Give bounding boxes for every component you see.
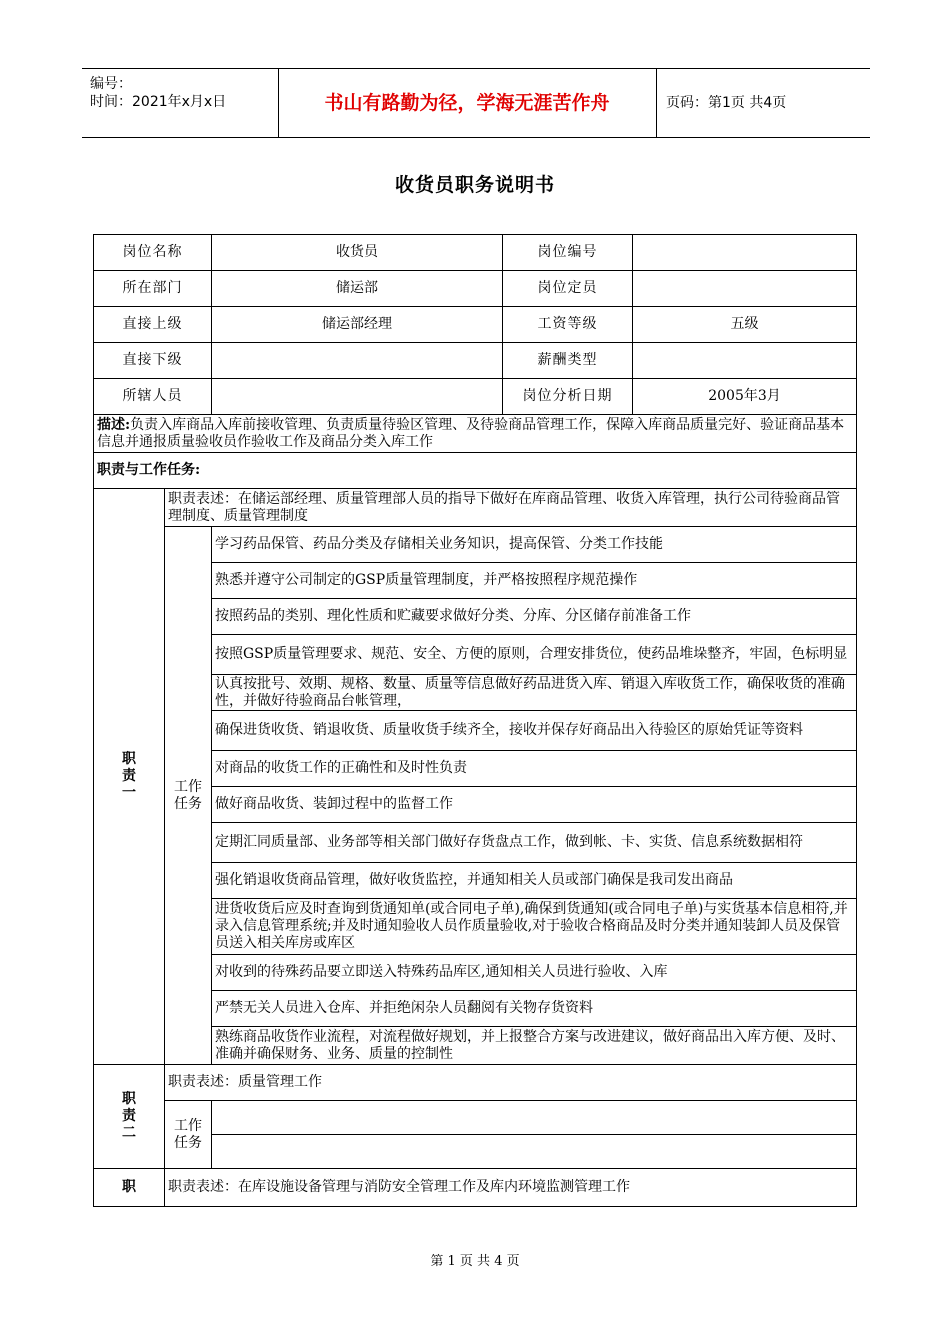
duty1-task-2: 熟悉并遵守公司制定的GSP质量管理制度，并严格按照程序规范操作: [212, 563, 857, 599]
duty2-task-2: [212, 1135, 857, 1169]
description-text: 负责入库商品入库前接收管理、负责质量待验区管理、及待验商品管理工作，保障入库商品质量完好、验证商品基本信息并通报质量验收员作验收工作及商品分类入库工作: [97, 416, 845, 450]
analysis-date-value: 2005年3月: [633, 379, 857, 415]
post-name-label: 岗位名称: [94, 235, 212, 271]
staff-label: 所辖人员: [94, 379, 212, 415]
grade-value: 五级: [633, 307, 857, 343]
duty1-task-label: [165, 527, 212, 1065]
duty1-label-text: 职 责 一: [122, 751, 136, 801]
analysis-date-label: 岗位分析日期: [503, 379, 633, 415]
duty1-task-12: 对收到的待殊药品要立即送入特殊药品库区,通知相关人员进行验收、入库: [212, 955, 857, 991]
dept-value: 储运部: [212, 271, 503, 307]
quota-value: [633, 271, 857, 307]
duty1-task-5: 认真按批号、效期、规格、数量、质量等信息做好药品进货入库、销退入库收货工作，确保收货的准确性，并做好待验商品台帐管理，: [212, 675, 857, 711]
post-no-label: 岗位编号: [503, 235, 633, 271]
duty3-label: 职: [94, 1169, 165, 1207]
motto: 书山有路勤为径，学海无涯苦作舟: [278, 69, 657, 137]
post-name-value: 收货员: [212, 235, 503, 271]
staff-value: [212, 379, 503, 415]
superior-value: 储运部经理: [212, 307, 503, 343]
duty1-task-label-text: 工作 任务: [174, 778, 202, 812]
duty2-task-label-text: 工作 任务: [174, 1117, 202, 1151]
number-label: 编号：: [90, 76, 132, 92]
job-description-table: [93, 234, 857, 1207]
duty1-task-4: 按照GSP质量管理要求、规范、安全、方便的原则，合理安排货位，使药品堆垛整齐，牢固，色标明显: [212, 635, 857, 675]
salary-type-label: 薪酬类型: [503, 343, 633, 379]
subordinate-label: 直接下级: [94, 343, 212, 379]
description-cell: [94, 415, 857, 453]
page-info: 页码：第1页 共4页: [666, 95, 787, 111]
post-no-value: [633, 235, 857, 271]
duties-heading: 职责与工作任务:: [94, 453, 857, 489]
superior-label: 直接上级: [94, 307, 212, 343]
duty1-task-3: 按照药品的类别、理化性质和贮藏要求做好分类、分库、分区储存前准备工作: [212, 599, 857, 635]
salary-type-value: [633, 343, 857, 379]
description-label: 描述:: [97, 416, 131, 433]
header-meta: [82, 69, 279, 137]
dept-label: 所在部门: [94, 271, 212, 307]
duty2-statement: 职责表述：质量管理工作: [165, 1065, 857, 1101]
duty2-label: [94, 1065, 165, 1169]
date-label: 时间：2021年x月x日: [90, 94, 227, 110]
duty1-task-13: 严禁无关人员进入仓库、并拒绝闲杂人员翻阅有关物存货资料: [212, 991, 857, 1027]
grade-label: 工资等级: [503, 307, 633, 343]
duty1-task-11: 进货收货后应及时查询到货通知单(或合同电子单),确保到货通知(或合同电子单)与实货基本信息相符,并录入信息管理系统;并及时通知验收人员作质量验收,对于验收合格商品及时分类并通知装卸人员及保管员送入相关库房或库区: [212, 899, 857, 955]
quota-label: 岗位定员: [503, 271, 633, 307]
duty2-task-label: [165, 1101, 212, 1169]
duty1-statement: 职责表述：在储运部经理、质量管理部人员的指导下做好在库商品管理、收货入库管理，执行公司待验商品管理制度、质量管理制度: [165, 489, 857, 527]
duty2-label-text: 职 责 二: [122, 1091, 136, 1141]
document-title: 收货员职务说明书: [394, 174, 555, 196]
duty1-task-14: 熟练商品收货作业流程，对流程做好规划，并上报整合方案与改进建议，做好商品出入库方便、及时、准确并确保财务、业务、质量的控制性: [212, 1027, 857, 1065]
duty1-task-1: 学习药品保管、药品分类及存储相关业务知识，提高保管、分类工作技能: [212, 527, 857, 563]
duty1-task-6: 确保进货收货、销退收货、质量收货手续齐全，接收并保存好商品出入待验区的原始凭证等资料: [212, 711, 857, 751]
duty2-task-1: [212, 1101, 857, 1135]
page-footer: 第 1 页 共 4 页: [430, 1254, 520, 1269]
duty3-statement: 职责表述：在库设施设备管理与消防安全管理工作及库内环境监测管理工作: [165, 1169, 857, 1207]
duty1-task-9: 定期汇同质量部、业务部等相关部门做好存货盘点工作，做到帐、卡、实货、信息系统数据相符: [212, 823, 857, 863]
page-header: [82, 68, 870, 138]
subordinate-value: [212, 343, 503, 379]
duty1-label: [94, 489, 165, 1065]
duty1-task-10: 强化销退收货商品管理，做好收货监控，并通知相关人员或部门确保是我司发出商品: [212, 863, 857, 899]
duty1-task-8: 做好商品收货、装卸过程中的监督工作: [212, 787, 857, 823]
duty1-task-7: 对商品的收货工作的正确性和及时性负责: [212, 751, 857, 787]
